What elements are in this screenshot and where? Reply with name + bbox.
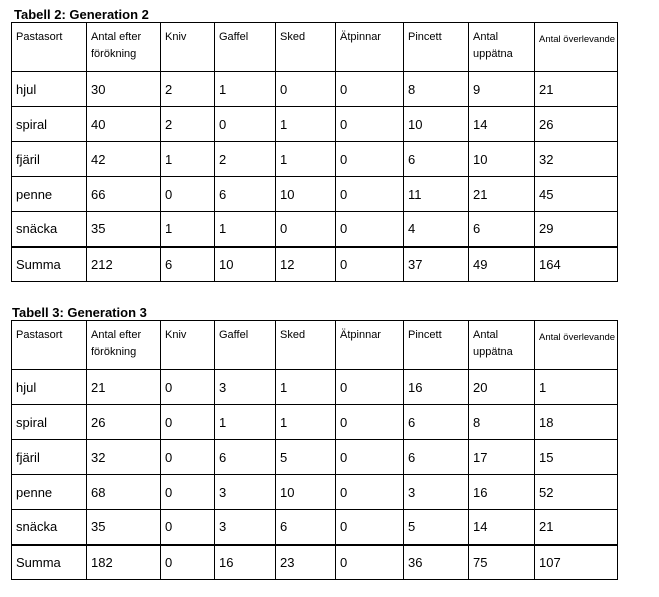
table-cell: 0 — [215, 107, 276, 142]
column-header: Sked — [276, 321, 336, 370]
table-3-caption: Tabell 3: Generation 3 — [12, 305, 147, 320]
table-cell: 107 — [535, 545, 618, 580]
table-cell: 1 — [276, 142, 336, 177]
table-row — [12, 107, 618, 142]
table-cell: 5 — [276, 440, 336, 475]
table-cell: 2 — [215, 142, 276, 177]
column-header: Antal överlevande — [535, 321, 618, 370]
table-cell: 0 — [336, 142, 404, 177]
column-header: Kniv — [161, 321, 215, 370]
table-cell: 66 — [87, 177, 161, 212]
table-cell: 6 — [404, 405, 469, 440]
row-label-cell: penne — [12, 177, 87, 212]
table-cell: 0 — [336, 370, 404, 405]
table-cell: 14 — [469, 510, 535, 545]
row-label-cell: Summa — [12, 247, 87, 282]
table-cell: 26 — [87, 405, 161, 440]
table-cell: 14 — [469, 107, 535, 142]
table-cell: 20 — [469, 370, 535, 405]
table-cell: 23 — [276, 545, 336, 580]
table-cell: 21 — [469, 177, 535, 212]
column-header: Antal efter förökning — [87, 321, 161, 370]
table-cell: 0 — [336, 545, 404, 580]
column-header: Ätpinnar — [336, 23, 404, 72]
table-cell: 10 — [469, 142, 535, 177]
table-cell: 0 — [336, 72, 404, 107]
table-cell: 0 — [276, 212, 336, 247]
table-cell: 0 — [161, 510, 215, 545]
table-cell: 0 — [336, 475, 404, 510]
column-header: Sked — [276, 23, 336, 72]
table-cell: 42 — [87, 142, 161, 177]
table-cell: 1 — [276, 405, 336, 440]
sum-row — [12, 545, 618, 580]
table-cell: 21 — [535, 510, 618, 545]
table-cell: 0 — [276, 72, 336, 107]
table-cell: 10 — [276, 177, 336, 212]
table-cell: 35 — [87, 212, 161, 247]
column-header: Antal uppätna — [469, 321, 535, 370]
table-cell: 26 — [535, 107, 618, 142]
table-row — [12, 475, 618, 510]
row-label-cell: snäcka — [12, 510, 87, 545]
table-cell: 0 — [336, 405, 404, 440]
table-cell: 18 — [535, 405, 618, 440]
table-cell: 37 — [404, 247, 469, 282]
table-cell: 75 — [469, 545, 535, 580]
column-header: Pastasort — [12, 321, 87, 370]
table-cell: 15 — [535, 440, 618, 475]
table-row — [12, 405, 618, 440]
column-header: Ätpinnar — [336, 321, 404, 370]
table-cell: 0 — [161, 370, 215, 405]
row-label-cell: spiral — [12, 107, 87, 142]
table-cell: 8 — [469, 405, 535, 440]
row-label-cell: fjäril — [12, 440, 87, 475]
table-cell: 0 — [161, 440, 215, 475]
column-header: Gaffel — [215, 23, 276, 72]
table-cell: 9 — [469, 72, 535, 107]
generation-2-table — [11, 22, 618, 282]
table-cell: 1 — [215, 72, 276, 107]
table-cell: 0 — [336, 212, 404, 247]
table-cell: 49 — [469, 247, 535, 282]
table-cell: 6 — [161, 247, 215, 282]
table-cell: 1 — [161, 142, 215, 177]
sum-row — [12, 247, 618, 282]
row-label-cell: penne — [12, 475, 87, 510]
table-cell: 0 — [336, 440, 404, 475]
table-row — [12, 370, 618, 405]
table-cell: 5 — [404, 510, 469, 545]
table-cell: 1 — [276, 107, 336, 142]
table-cell: 32 — [87, 440, 161, 475]
table-cell: 164 — [535, 247, 618, 282]
column-header: Antal överlevande — [535, 23, 618, 72]
table-cell: 10 — [215, 247, 276, 282]
table-cell: 12 — [276, 247, 336, 282]
table-cell: 16 — [469, 475, 535, 510]
table-cell: 16 — [215, 545, 276, 580]
table-cell: 40 — [87, 107, 161, 142]
column-header: Kniv — [161, 23, 215, 72]
table-cell: 17 — [469, 440, 535, 475]
table-cell: 0 — [336, 510, 404, 545]
table-cell: 0 — [161, 545, 215, 580]
table-cell: 1 — [276, 370, 336, 405]
table-row — [12, 440, 618, 475]
table-cell: 2 — [161, 72, 215, 107]
table-cell: 6 — [469, 212, 535, 247]
row-label-cell: fjäril — [12, 142, 87, 177]
table-cell: 6 — [404, 440, 469, 475]
table-row — [12, 510, 618, 545]
table-cell: 6 — [404, 142, 469, 177]
column-header: Gaffel — [215, 321, 276, 370]
table-cell: 3 — [404, 475, 469, 510]
table-cell: 1 — [215, 405, 276, 440]
table-cell: 182 — [87, 545, 161, 580]
table-cell: 6 — [276, 510, 336, 545]
table-cell: 10 — [276, 475, 336, 510]
table-cell: 2 — [161, 107, 215, 142]
table-cell: 1 — [215, 212, 276, 247]
table-cell: 0 — [336, 177, 404, 212]
column-header: Pastasort — [12, 23, 87, 72]
column-header: Antal efter förökning — [87, 23, 161, 72]
row-label-cell: Summa — [12, 545, 87, 580]
table-row — [12, 177, 618, 212]
header-row — [12, 321, 618, 370]
table-row — [12, 142, 618, 177]
table-cell: 35 — [87, 510, 161, 545]
table-cell: 3 — [215, 475, 276, 510]
table-cell: 36 — [404, 545, 469, 580]
table-cell: 21 — [87, 370, 161, 405]
table-cell: 30 — [87, 72, 161, 107]
table-cell: 0 — [161, 405, 215, 440]
row-label-cell: snäcka — [12, 212, 87, 247]
table-cell: 32 — [535, 142, 618, 177]
table-cell: 1 — [535, 370, 618, 405]
table-cell: 0 — [336, 247, 404, 282]
table-cell: 3 — [215, 510, 276, 545]
column-header: Pincett — [404, 321, 469, 370]
table-cell: 6 — [215, 440, 276, 475]
row-label-cell: hjul — [12, 72, 87, 107]
table-cell: 6 — [215, 177, 276, 212]
table-cell: 68 — [87, 475, 161, 510]
header-row — [12, 23, 618, 72]
table-cell: 1 — [161, 212, 215, 247]
column-header: Antal uppätna — [469, 23, 535, 72]
table-cell: 11 — [404, 177, 469, 212]
generation-3-table — [11, 320, 618, 580]
row-label-cell: spiral — [12, 405, 87, 440]
table-cell: 52 — [535, 475, 618, 510]
table-row — [12, 72, 618, 107]
table-cell: 0 — [161, 177, 215, 212]
table-cell: 0 — [161, 475, 215, 510]
table-row — [12, 212, 618, 247]
table-cell: 29 — [535, 212, 618, 247]
table-cell: 45 — [535, 177, 618, 212]
table-2-caption: Tabell 2: Generation 2 — [14, 7, 149, 22]
column-header: Pincett — [404, 23, 469, 72]
table-cell: 16 — [404, 370, 469, 405]
table-cell: 0 — [336, 107, 404, 142]
table-cell: 212 — [87, 247, 161, 282]
table-cell: 4 — [404, 212, 469, 247]
table-cell: 8 — [404, 72, 469, 107]
table-cell: 3 — [215, 370, 276, 405]
table-cell: 10 — [404, 107, 469, 142]
table-cell: 21 — [535, 72, 618, 107]
row-label-cell: hjul — [12, 370, 87, 405]
